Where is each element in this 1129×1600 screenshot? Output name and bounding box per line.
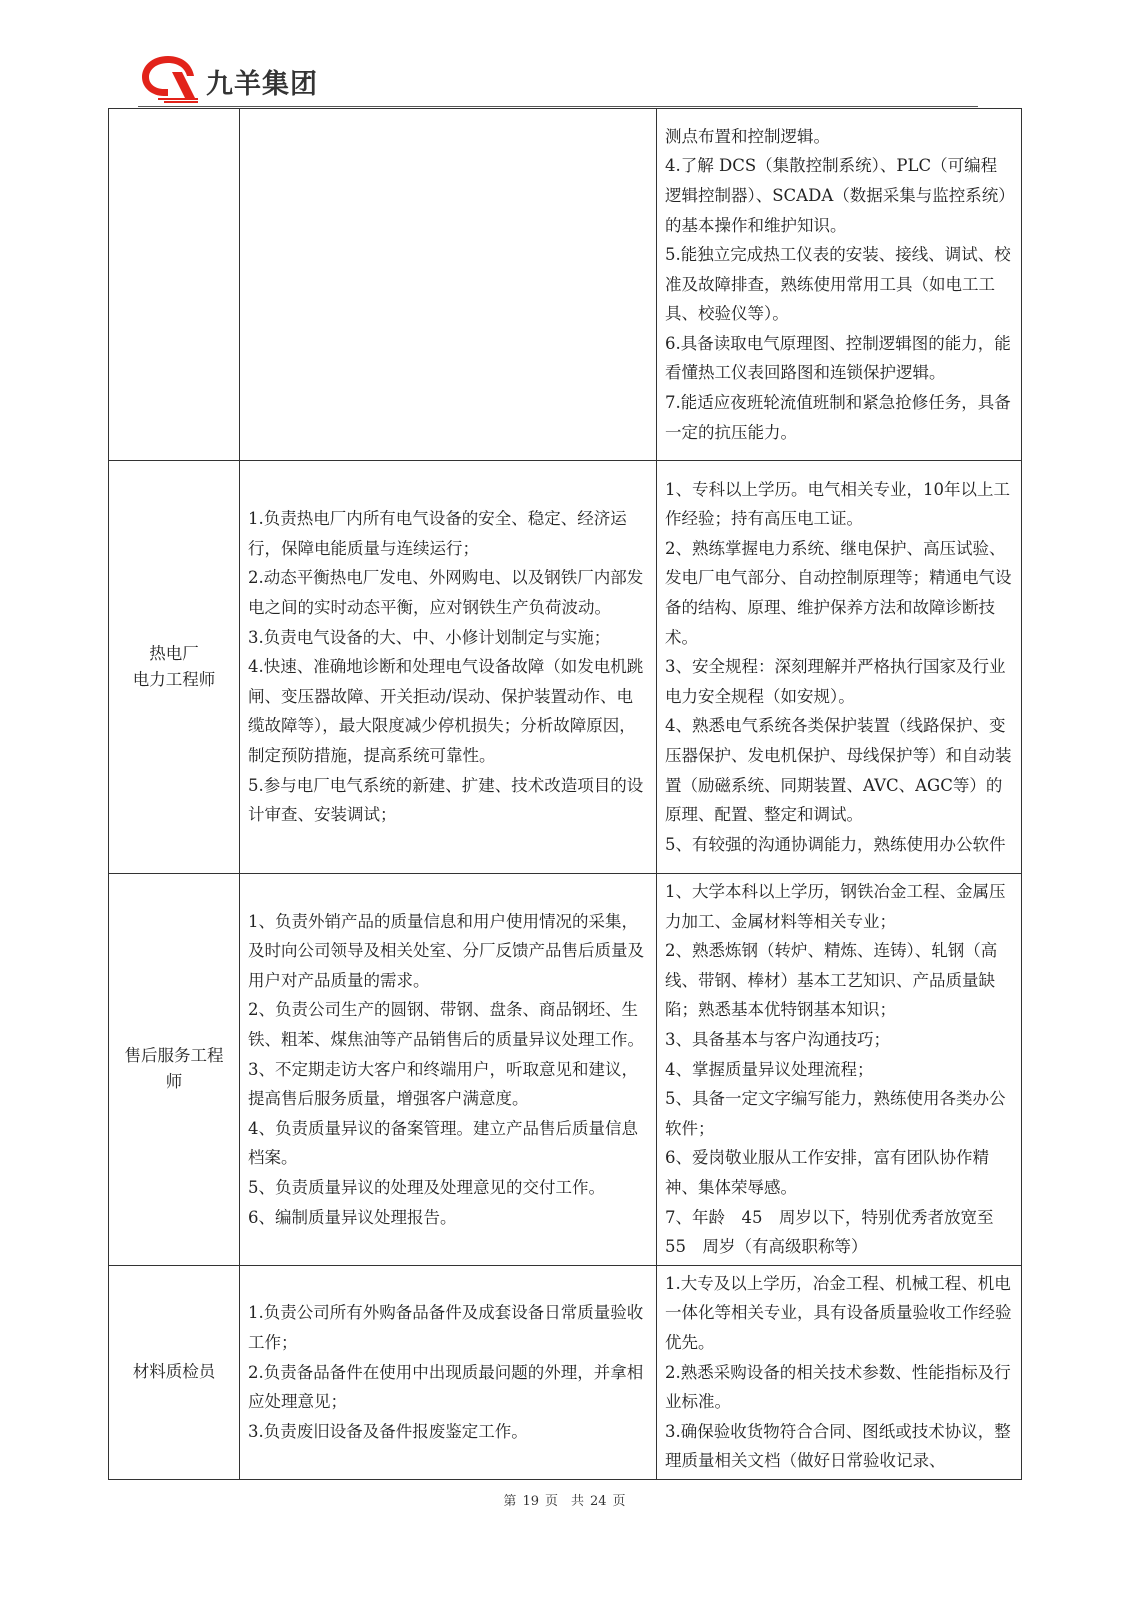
duty-item: 5、负责质量异议的处理及处理意见的交付工作。 <box>248 1177 605 1197</box>
job-requirements-cell <box>657 109 1022 461</box>
job-title-cell <box>109 1265 240 1479</box>
duty-item: 5.参与电厂电气系统的新建、扩建、技术改造项目的设计审查、安装调试； <box>248 775 644 825</box>
job-requirements-cell <box>657 1265 1022 1479</box>
job-title-cell <box>109 109 240 461</box>
job-title-line: 电力工程师 <box>132 670 216 689</box>
job-duties-cell <box>240 874 657 1266</box>
requirement-item: 1、专科以上学历。电气相关专业，10年以上工作经验；持有高压电工证。 <box>665 479 1010 529</box>
company-logo-icon <box>138 52 202 104</box>
requirement-item: 3、安全规程：深刻理解并严格执行国家及行业电力安全规程（如安规）。 <box>665 657 1006 706</box>
job-duties-cell <box>240 461 657 874</box>
duty-item: 3.负责废旧设备及备件报废鉴定工作。 <box>248 1421 528 1441</box>
requirement-item: 4、掌握质量异议处理流程； <box>665 1059 874 1079</box>
job-row <box>109 461 1022 874</box>
requirement-item: 4.了解 DCS（集散控制系统）、PLC（可编程逻辑控制器）、SCADA（数据采集与监控系统）的基本操作和维护知识。 <box>665 156 1007 235</box>
footer-middle: 页 共 <box>544 1494 584 1509</box>
duty-item: 2.负责备品备件在使用中出现质最问题的外理，并拿相应处理意见； <box>248 1362 644 1412</box>
requirement-item: 7、年龄 45 周岁以下，特别优秀者放宽至 55 周岁（有高级职称等） <box>665 1207 1010 1257</box>
requirement-item: 3、具备基本与客户沟通技巧； <box>665 1029 890 1049</box>
header-divider <box>138 106 978 107</box>
requirement-item: 2、熟练掌握电力系统、继电保护、高压试验、发电厂电气部分、自动控制原理等；精通电气设备的结构、原理、维护保养方法和故障诊断技术。 <box>665 538 1012 647</box>
duty-item: 3、不定期走访大客户和终端用户，听取意见和建议，提高售后服务质量，增强客户满意度。 <box>248 1059 638 1109</box>
duty-item: 2、负责公司生产的圆钢、带钢、盘条、商品钢坯、生铁、粗苯、煤焦油等产品销售后的质量异议处理工作。 <box>248 1000 644 1049</box>
job-requirements-cell <box>657 874 1022 1266</box>
company-name: 九羊集团 <box>206 69 318 100</box>
footer-page-number: 19 <box>522 1494 539 1509</box>
footer-total-pages: 24 <box>590 1494 607 1509</box>
job-title-line: 材料质检员 <box>132 1362 216 1382</box>
job-row <box>109 1265 1022 1479</box>
job-title-cell <box>109 461 240 874</box>
job-table <box>108 108 1022 1480</box>
requirement-item: 5.能独立完成热工仪表的安装、接线、调试、校准及故障排查，熟练使用常用工具（如电工工具、校验仪等）。 <box>665 245 1011 324</box>
requirement-item: 2、熟悉炼钢（转炉、精炼、连铸）、轧钢（高线、带钢、棒材）基本工艺知识、产品质量缺陷；熟悉基本优特钢基本知识； <box>665 941 998 1020</box>
job-title-line: 售后服务工程 <box>124 1046 224 1066</box>
job-title-line: 热电厂 <box>149 644 199 663</box>
duty-item: 4.快速、准确地诊断和处理电气设备故障（如发电机跳闸、变压器故障、开关拒动/误动、保护装置动作、电缆故障等），最大限度减少停机损失；分析故障原因，制定预防措施，提高系统可靠性。 <box>248 657 644 765</box>
job-requirements-cell <box>657 461 1022 874</box>
duty-item: 6、编制质量异议处理报告。 <box>248 1207 457 1227</box>
duty-item: 1.负责公司所有外购备品备件及成套设备日常质量验收工作； <box>248 1303 644 1352</box>
requirement-item: 6.具备读取电气原理图、控制逻辑图的能力，能看懂热工仪表回路图和连锁保护逻辑。 <box>665 333 1011 383</box>
duty-item: 2.动态平衡热电厂发电、外网购电、以及钢铁厂内部发电之间的实时动态平衡，应对钢铁生产负荷波动。 <box>248 568 644 618</box>
job-title-cell <box>109 874 240 1266</box>
requirement-item: 6、爱岗敬业服从工作安排，富有团队协作精神、集体荣辱感。 <box>665 1148 989 1197</box>
duty-item: 1、负责外销产品的质量信息和用户使用情况的采集，及时向公司领导及相关处室、分厂反馈产品售后质量及用户对产品质量的需求。 <box>248 911 644 990</box>
requirement-item: 5、有较强的沟通协调能力，熟练使用办公软件 <box>665 834 1006 854</box>
requirement-item: 1、大学本科以上学历，钢铁冶金工程、金属压力加工、金属材料等相关专业； <box>665 882 1006 931</box>
requirement-item: 1.大专及以上学历，冶金工程、机械工程、机电一体化等相关专业，具有设备质量验收工作经验优先。 <box>665 1273 1012 1352</box>
page-header <box>138 52 978 108</box>
page-footer <box>0 1490 1129 1509</box>
job-title-line: 师 <box>165 1072 183 1092</box>
footer-prefix: 第 <box>503 1494 517 1509</box>
requirement-item: 测点布置和控制逻辑。 <box>665 126 830 146</box>
requirement-item: 7.能适应夜班轮流值班制和紧急抢修任务，具备一定的抗压能力。 <box>665 393 1011 442</box>
job-duties-cell <box>240 1265 657 1479</box>
duty-item: 4、负责质量异议的备案管理。建立产品售后质量信息档案。 <box>248 1118 638 1168</box>
duty-item: 1.负责热电厂内所有电气设备的安全、稳定、经济运行，保障电能质量与连续运行； <box>248 509 627 558</box>
requirement-item: 4、熟悉电气系统各类保护装置（线路保护、变压器保护、发电机保护、母线保护等）和自动装置（励磁系统、同期装置、AVC、AGC等）的原理、配置、整定和调试。 <box>665 716 1012 825</box>
requirement-item: 3.确保验收货物符合合同、图纸或技术协议，整理质量相关文档（做好日常验收记录、 <box>665 1421 1011 1471</box>
requirement-item: 5、具备一定文字编写能力，熟练使用各类办公软件； <box>665 1089 1006 1138</box>
requirement-item: 2.熟悉采购设备的相关技术参数、性能指标及行业标准。 <box>665 1362 1011 1412</box>
job-row <box>109 109 1022 461</box>
job-duties-cell <box>240 109 657 461</box>
duty-item: 3.负责电气设备的大、中、小修计划制定与实施； <box>248 627 611 647</box>
footer-suffix: 页 <box>612 1494 626 1509</box>
job-row <box>109 874 1022 1266</box>
